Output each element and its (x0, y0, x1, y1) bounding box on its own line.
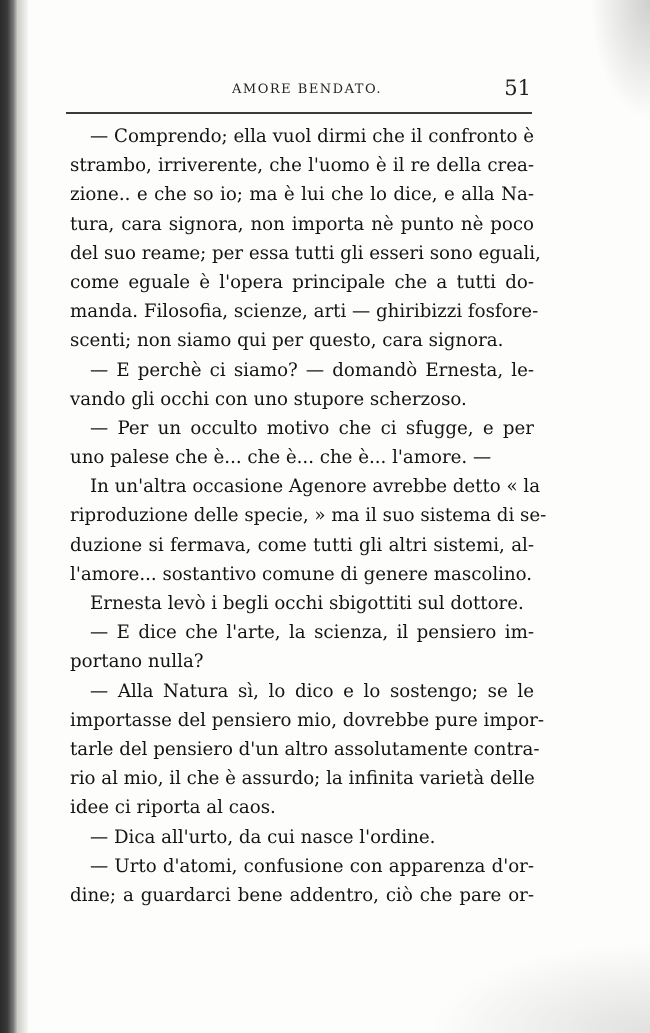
text-line: — Per un occulto motivo che ci sfugge, e per (90, 417, 534, 439)
text-line: vando gli occhi con uno stupore scherzoso. (70, 388, 467, 410)
text-line: importasse del pensiero mio, dovrebbe pure impor- (70, 709, 544, 731)
text-line: — Urto d'atomi, confusione con apparenza d'or- (90, 855, 534, 877)
page-gutter (18, 0, 28, 1033)
text-line: scenti; non siamo qui per questo, cara signora. (70, 330, 504, 352)
page-bottom-stain (430, 943, 650, 1033)
text-line: — Alla Natura sì, lo dico e lo sostengo; se le (90, 680, 534, 702)
running-title: AMORE BENDATO. (232, 82, 382, 97)
page-header (64, 78, 539, 104)
text-line: — Dica all'urto, da cui nasce l'ordine. (90, 826, 436, 848)
text-line: come eguale è l'opera principale che a tutti do- (70, 271, 534, 293)
text-line: del suo reame; per essa tutti gli esseri sono eguali, (70, 242, 541, 264)
text-line: rio al mio, il che è assurdo; la infinita varietà delle (70, 768, 535, 790)
text-line: dine; a guardarci bene addentro, ciò che pare or- (70, 884, 534, 906)
page-corner-stain (590, 0, 650, 120)
text-line: uno palese che è... che è... che è... l'amore. — (70, 447, 492, 469)
header-rule (66, 112, 532, 114)
text-line: — E perchè ci siamo? — domandò Ernesta, le- (90, 359, 534, 381)
text-line: zione.. e che so io; ma è lui che lo dice, e alla Na- (70, 184, 534, 206)
text-line: riproduzione delle specie, » ma il suo sistema di se- (70, 505, 547, 527)
text-line: tura, cara signora, non importa nè punto nè poco (70, 213, 534, 235)
text-line: strambo, irriverente, che l'uomo è il re della crea- (70, 155, 534, 177)
text-line: — Comprendo; ella vuol dirmi che il confronto è (90, 126, 534, 147)
text-line: idee ci riporta al caos. (70, 797, 276, 819)
text-line: portano nulla? (70, 651, 204, 673)
body-text (70, 122, 547, 910)
text-line: duzione si fermava, come tutti gli altri sistemi, al- (70, 534, 534, 556)
text-line: tarle del pensiero d'un altro assolutamente contra- (70, 738, 540, 760)
text-line: — E dice che l'arte, la scienza, il pensiero im- (90, 622, 534, 644)
page-number: 51 (504, 76, 531, 100)
text-line: manda. Filosofia, scienze, arti — ghiribizzi fosfore- (70, 301, 539, 323)
book-spine-shadow (0, 0, 18, 1033)
text-line: l'amore... sostantivo comune di genere mascolino. (70, 563, 533, 585)
text-line: In un'altra occasione Agenore avrebbe detto « la (90, 476, 541, 498)
text-line: Ernesta levò i begli occhi sbigottiti sul dottore. (90, 593, 524, 614)
